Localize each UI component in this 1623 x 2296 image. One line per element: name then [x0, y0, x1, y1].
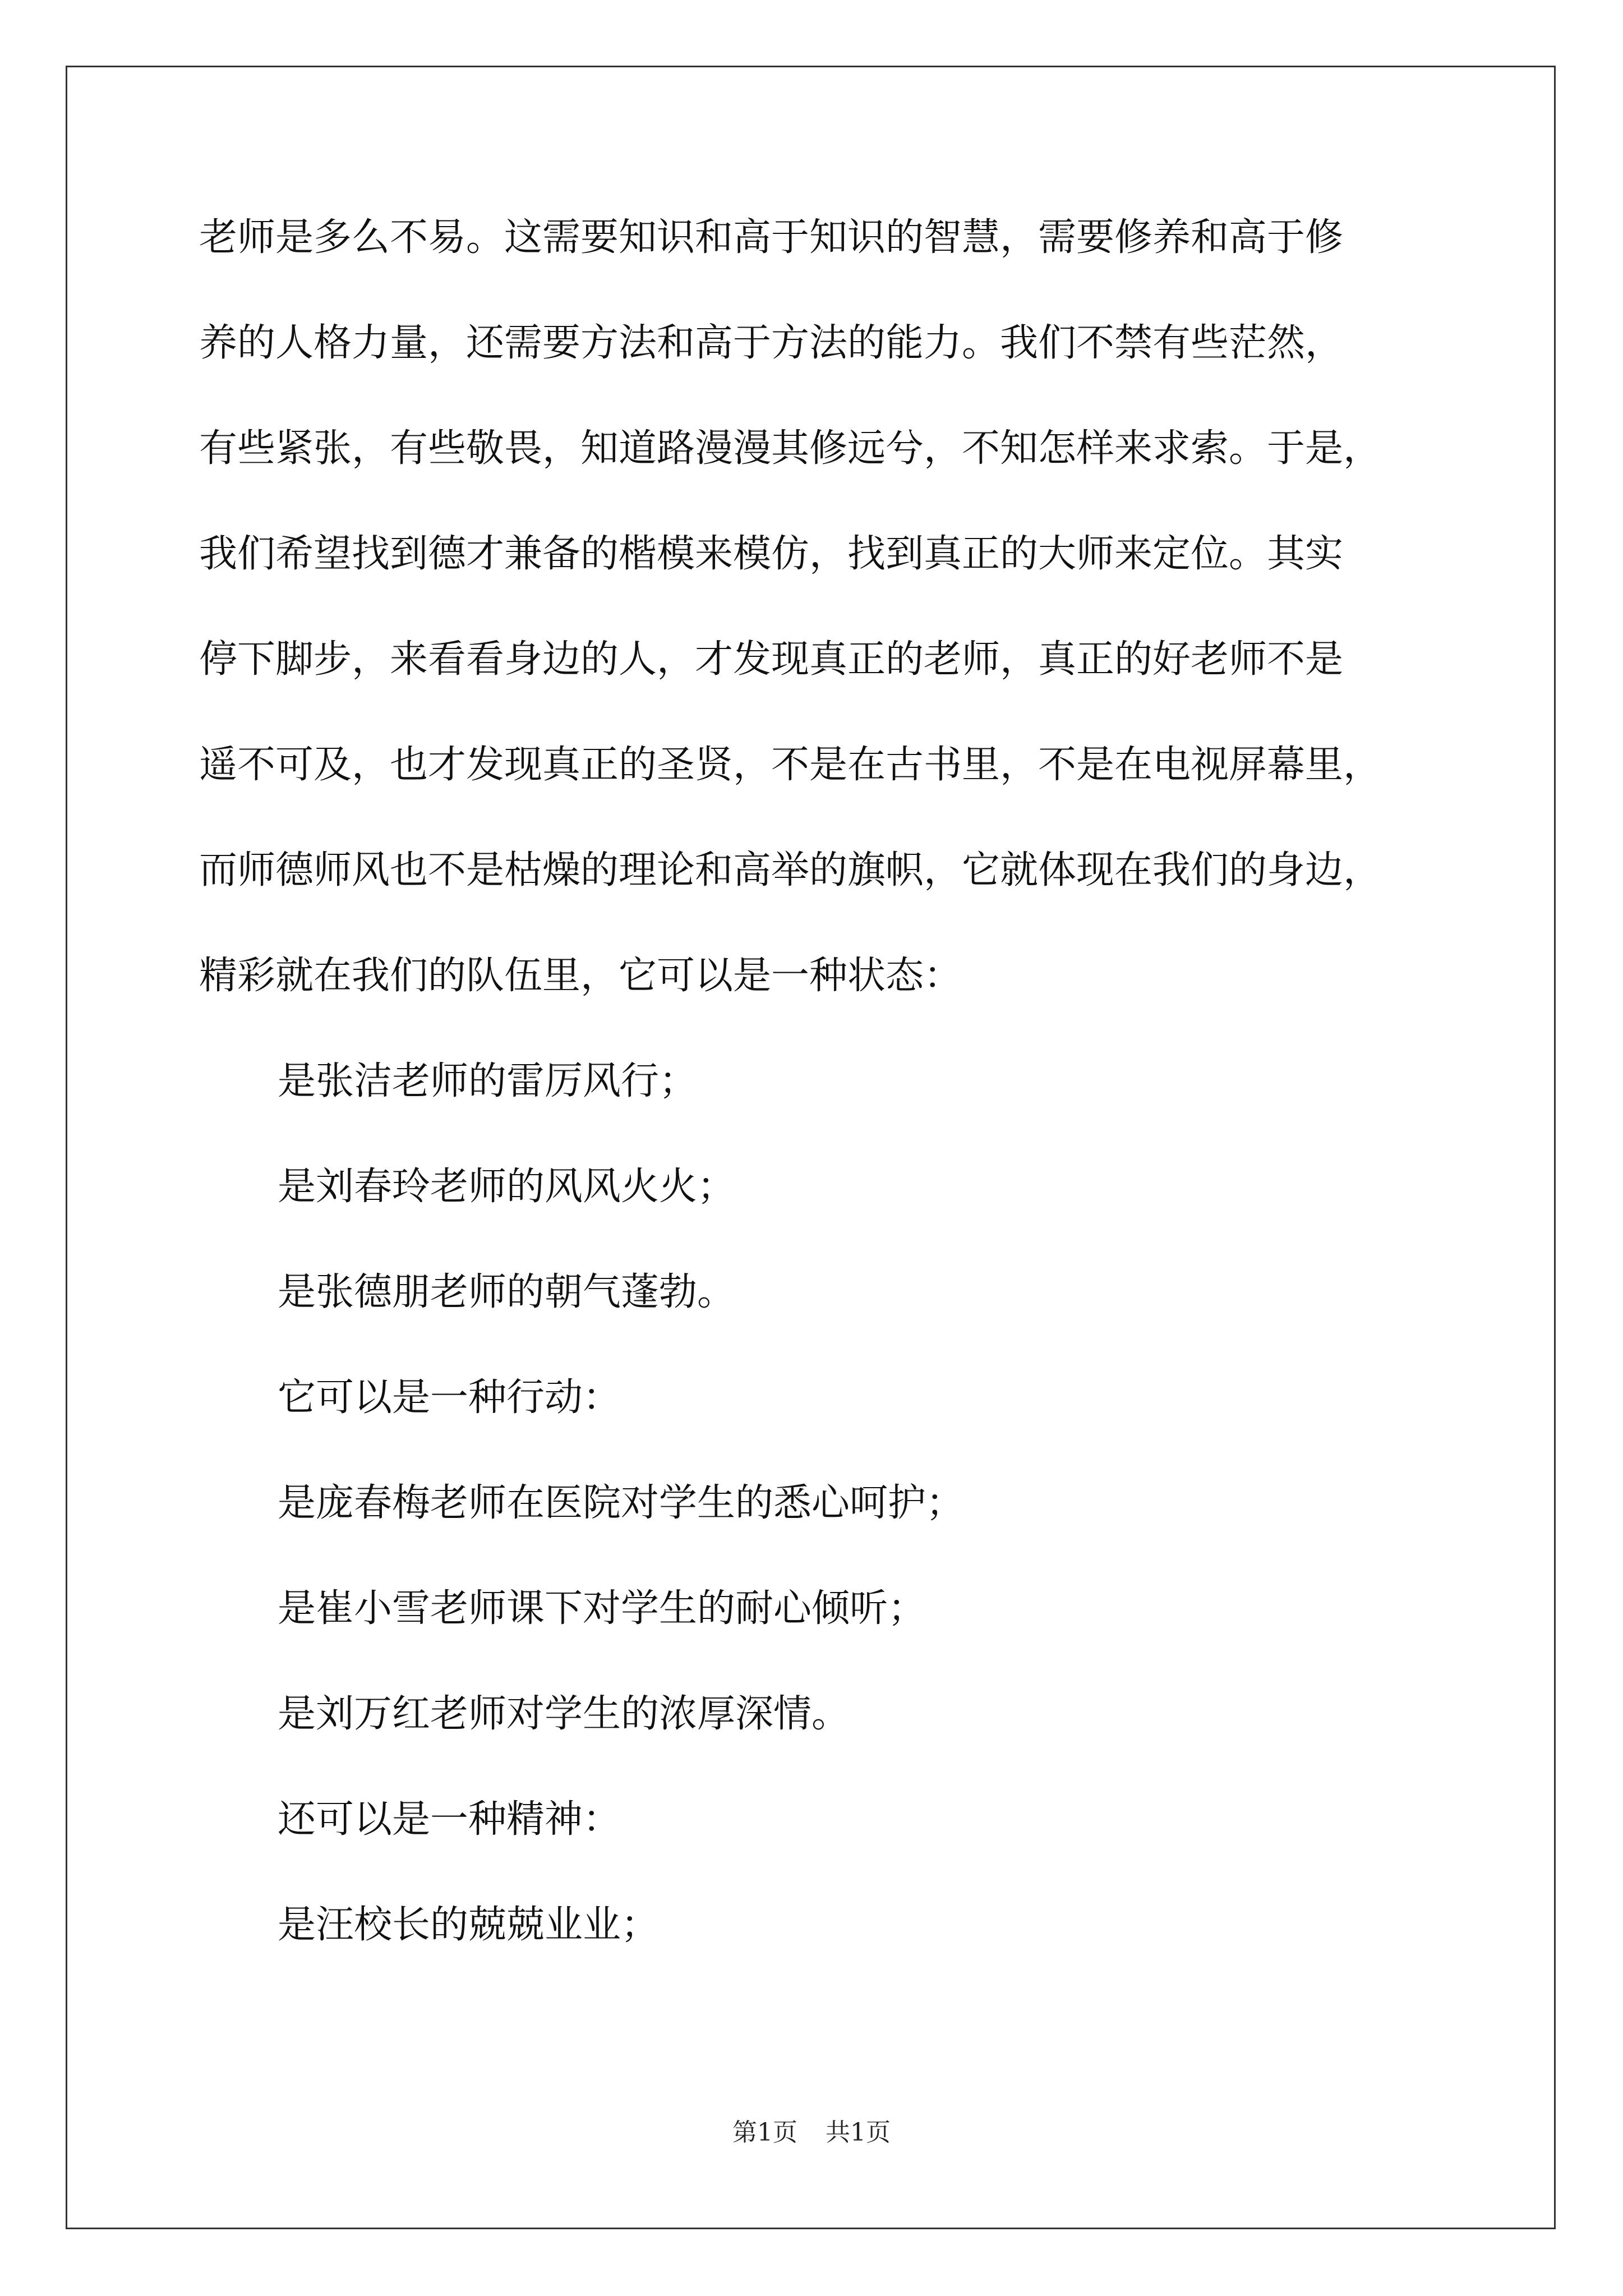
document-body	[199, 215, 1433, 2012]
list-item: 是张德朋老师的朝气蓬勃。	[278, 1270, 736, 1314]
list-item: 是汪校长的兢兢业业；	[278, 1903, 660, 1947]
list-item: 是张洁老师的雷厉风行；	[278, 1059, 698, 1103]
paragraph-line: 而师德师风也不是枯燥的理论和高举的旗帜，它就体现在我们的身边，	[199, 848, 1382, 892]
list-item: 还可以是一种精神：	[278, 1797, 621, 1842]
list-item: 是刘春玲老师的风风火火；	[278, 1165, 736, 1209]
paragraph-line: 我们希望找到德才兼备的楷模来模仿，找到真正的大师来定位。其实	[199, 532, 1344, 576]
list-item: 是崔小雪老师课下对学生的耐心倾听；	[278, 1586, 926, 1631]
paragraph-line: 精彩就在我们的队伍里，它可以是一种状态：	[199, 954, 962, 998]
paragraph-line: 有些紧张，有些敬畏，知道路漫漫其修远兮，不知怎样来求索。于是，	[199, 426, 1382, 471]
list-item: 它可以是一种行动：	[278, 1375, 621, 1420]
paragraph-line: 停下脚步，来看看身边的人，才发现真正的老师，真正的好老师不是	[199, 637, 1344, 682]
paragraph-line: 老师是多么不易。这需要知识和高于知识的智慧，需要修养和高于修	[199, 215, 1344, 260]
page-footer	[0, 2120, 1623, 2145]
paragraph-line: 遥不可及，也才发现真正的圣贤，不是在古书里，不是在电视屏幕里，	[199, 743, 1382, 787]
list-item: 是庞春梅老师在医院对学生的悉心呵护；	[278, 1481, 965, 1525]
page-total: 共1页	[826, 2118, 891, 2147]
list-item: 是刘万红老师对学生的浓厚深情。	[278, 1692, 850, 1736]
paragraph-line: 养的人格力量，还需要方法和高于方法的能力。我们不禁有些茫然，	[199, 321, 1344, 365]
page-number: 第1页	[732, 2118, 797, 2147]
